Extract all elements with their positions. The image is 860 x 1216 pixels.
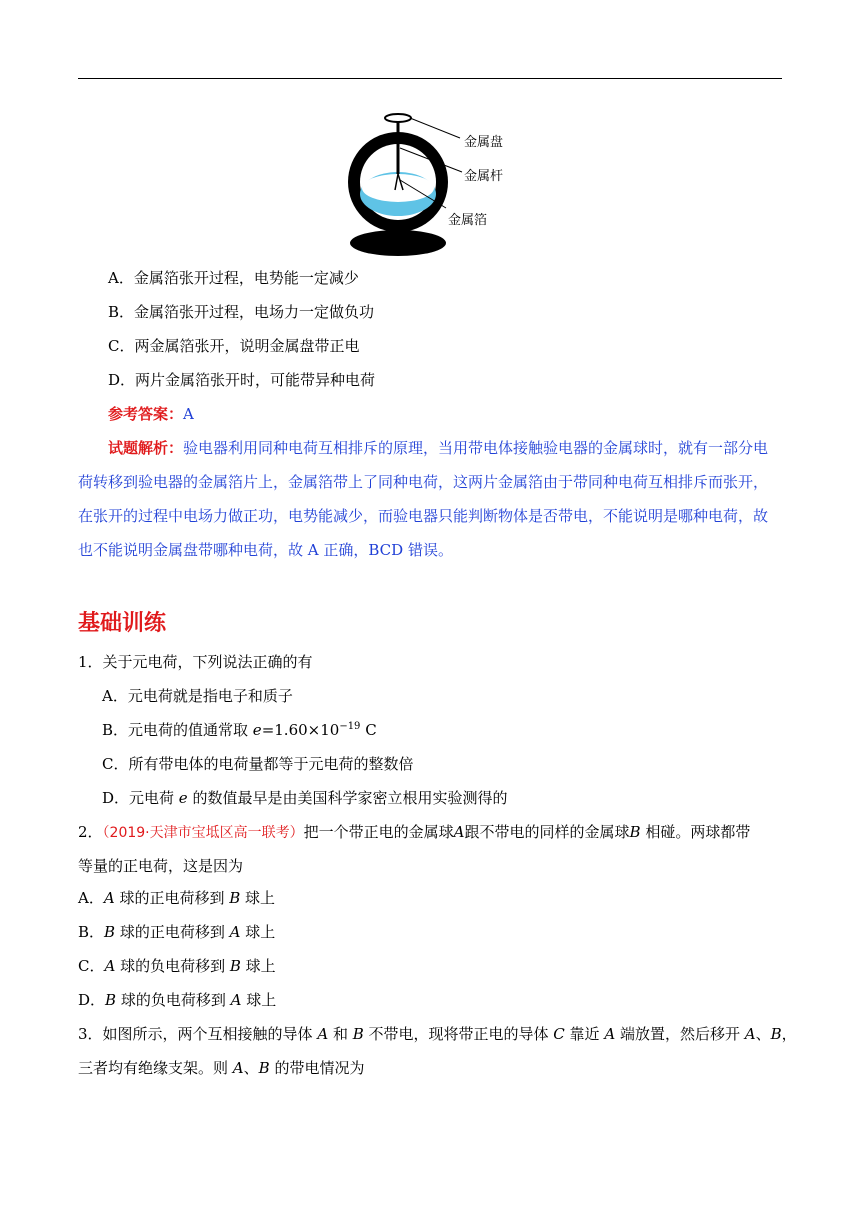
- q2-option-d-t1: 球的负电荷移到: [116, 991, 231, 1009]
- prev-option-a: A．金属箔张开过程，电势能一定减少: [108, 269, 359, 287]
- q2-option-b-v2: A: [229, 923, 241, 941]
- prev-option-c: C．两金属箔张开，说明金属盘带正电: [108, 337, 360, 355]
- prev-option-d: D．两片金属箔张开时，可能带异种电荷: [108, 371, 376, 389]
- q2-option-b-v1: B: [104, 923, 116, 941]
- analysis-line-3: 在张开的过程中电场力做正功，电势能减少，而验电器只能判断物体是否带电，不能说明是哪种电荷，故: [78, 507, 769, 525]
- q2-stem-2: 跟不带电的同样的金属球: [464, 823, 630, 841]
- q1-option-d-rest: 的数值最早是由美国科学家密立根用实验测得的: [187, 789, 508, 807]
- q3-var-b: B: [352, 1025, 364, 1043]
- q2-option-b-letter: B．: [78, 923, 105, 941]
- q3-stem-line2: [78, 1058, 364, 1078]
- q2-option-c-t2: 球上: [240, 957, 276, 975]
- q2-option-d-letter: D．: [78, 991, 106, 1009]
- header-rule: [78, 78, 782, 79]
- q1-option-b: [102, 720, 377, 740]
- q2-option-a-t1: 球的正电荷移到: [114, 889, 230, 907]
- prev-option-b: B．金属箔张开过程，电场力一定做负功: [108, 303, 375, 321]
- q2-option-c: [78, 956, 276, 976]
- q2-option-a-t2: 球上: [240, 889, 276, 907]
- q3-text-line2-b: 、: [243, 1059, 259, 1077]
- q3-text-line2-c: 的带电情况为: [269, 1059, 365, 1077]
- q2-option-d-v1: B: [105, 991, 117, 1009]
- q2-var-a: A: [453, 823, 465, 841]
- q2-option-d-t2: 球上: [241, 991, 277, 1009]
- q2-option-c-t1: 球的负电荷移到: [115, 957, 230, 975]
- analysis-line-2: 荷转移到验电器的金属箔片上，金属箔带上了同种电荷，这两片金属箔由于带同种电荷互相排斥而张开，: [78, 473, 769, 491]
- q3-text-d: 靠近: [564, 1025, 605, 1043]
- q1-option-d-var: e: [178, 789, 188, 807]
- q3-text-a: 3．如图所示，两个互相接触的导体: [78, 1025, 318, 1043]
- q2-option-c-v1: A: [104, 957, 116, 975]
- q3-var-c: C: [553, 1025, 565, 1043]
- q3-stem-line1: [78, 1024, 797, 1044]
- q3-text-f: 、: [755, 1025, 771, 1043]
- answer-value: A: [183, 405, 194, 423]
- q1-option-d-prefix: D．元电荷: [102, 789, 179, 807]
- figure-label-plate: 金属盘: [464, 135, 504, 150]
- q3-var-a: A: [317, 1025, 329, 1043]
- q1-option-a: A．元电荷就是指电子和质子: [102, 687, 293, 705]
- q3-text-e: 端放置，然后移开: [615, 1025, 745, 1043]
- q1-option-b-exp: −19: [339, 721, 361, 732]
- analysis-line-1: [108, 438, 768, 458]
- q1-option-b-unit: C: [360, 721, 377, 739]
- q2-option-a-v2: B: [229, 889, 241, 907]
- analysis-text-1: 验电器利用同种电荷互相排斥的原理，当用带电体接触验电器的金属球时，就有一部分电: [183, 439, 769, 457]
- analysis-label: 试题解析：: [108, 439, 184, 457]
- electroscope-figure: [340, 108, 520, 260]
- q1-option-b-mid: =1.60×10: [261, 721, 340, 739]
- q2-stem-line1: [78, 822, 750, 843]
- q3-text-b: 和: [328, 1025, 353, 1043]
- q2-stem-3: 相碰。两球都带: [640, 823, 751, 841]
- q2-stem-line2: 等量的正电荷，这是因为: [78, 857, 244, 875]
- q3-text-line2-a: 三者均有绝缘支架。则: [78, 1059, 233, 1077]
- q2-option-a: [78, 888, 275, 908]
- answer-line: [108, 404, 194, 424]
- q2-option-a-letter: A．: [78, 889, 104, 907]
- q2-option-b-t1: 球的正电荷移到: [115, 923, 230, 941]
- q1-stem: 1．关于元电荷，下列说法正确的有: [78, 653, 313, 671]
- q3-var-b-3: B: [258, 1059, 270, 1077]
- q3-text-c: 不带电，现将带正电的导体: [363, 1025, 554, 1043]
- q3-var-a-3: A: [744, 1025, 756, 1043]
- q2-source: （2019·天津市宝坻区高一联考）: [102, 825, 304, 841]
- q1-option-b-var: e: [252, 721, 262, 739]
- figure-label-foil: 金属箔: [448, 213, 488, 228]
- q3-var-a-4: A: [232, 1059, 244, 1077]
- answer-label: 参考答案：: [108, 405, 184, 423]
- q2-option-d-v2: A: [230, 991, 242, 1009]
- figure-label-rod: 金属杆: [464, 169, 504, 184]
- q2-option-b: [78, 922, 275, 942]
- q1-option-c: C．所有带电体的电荷量都等于元电荷的整数倍: [102, 755, 414, 773]
- q2-option-c-letter: C．: [78, 957, 105, 975]
- q2-option-b-t2: 球上: [240, 923, 276, 941]
- analysis-line-4: 也不能说明金属盘带哪种电荷，故 A 正确，BCD 错误。: [78, 541, 453, 559]
- q2-option-c-v2: B: [229, 957, 241, 975]
- q1-option-d: [102, 788, 507, 808]
- q2-var-b: B: [629, 823, 641, 841]
- q2-stem-1: 把一个带正电的金属球: [303, 823, 454, 841]
- q1-option-b-prefix: B．元电荷的值通常取: [102, 721, 253, 739]
- q2-option-a-v1: A: [103, 889, 115, 907]
- q3-var-a-2: A: [604, 1025, 616, 1043]
- q3-var-b-2: B: [770, 1025, 782, 1043]
- q3-text-g: ，: [781, 1025, 797, 1043]
- section-title: 基础训练: [78, 611, 167, 636]
- q2-option-d: [78, 990, 276, 1010]
- electroscope-illustration: [340, 108, 520, 260]
- q2-number: 2．: [78, 823, 103, 841]
